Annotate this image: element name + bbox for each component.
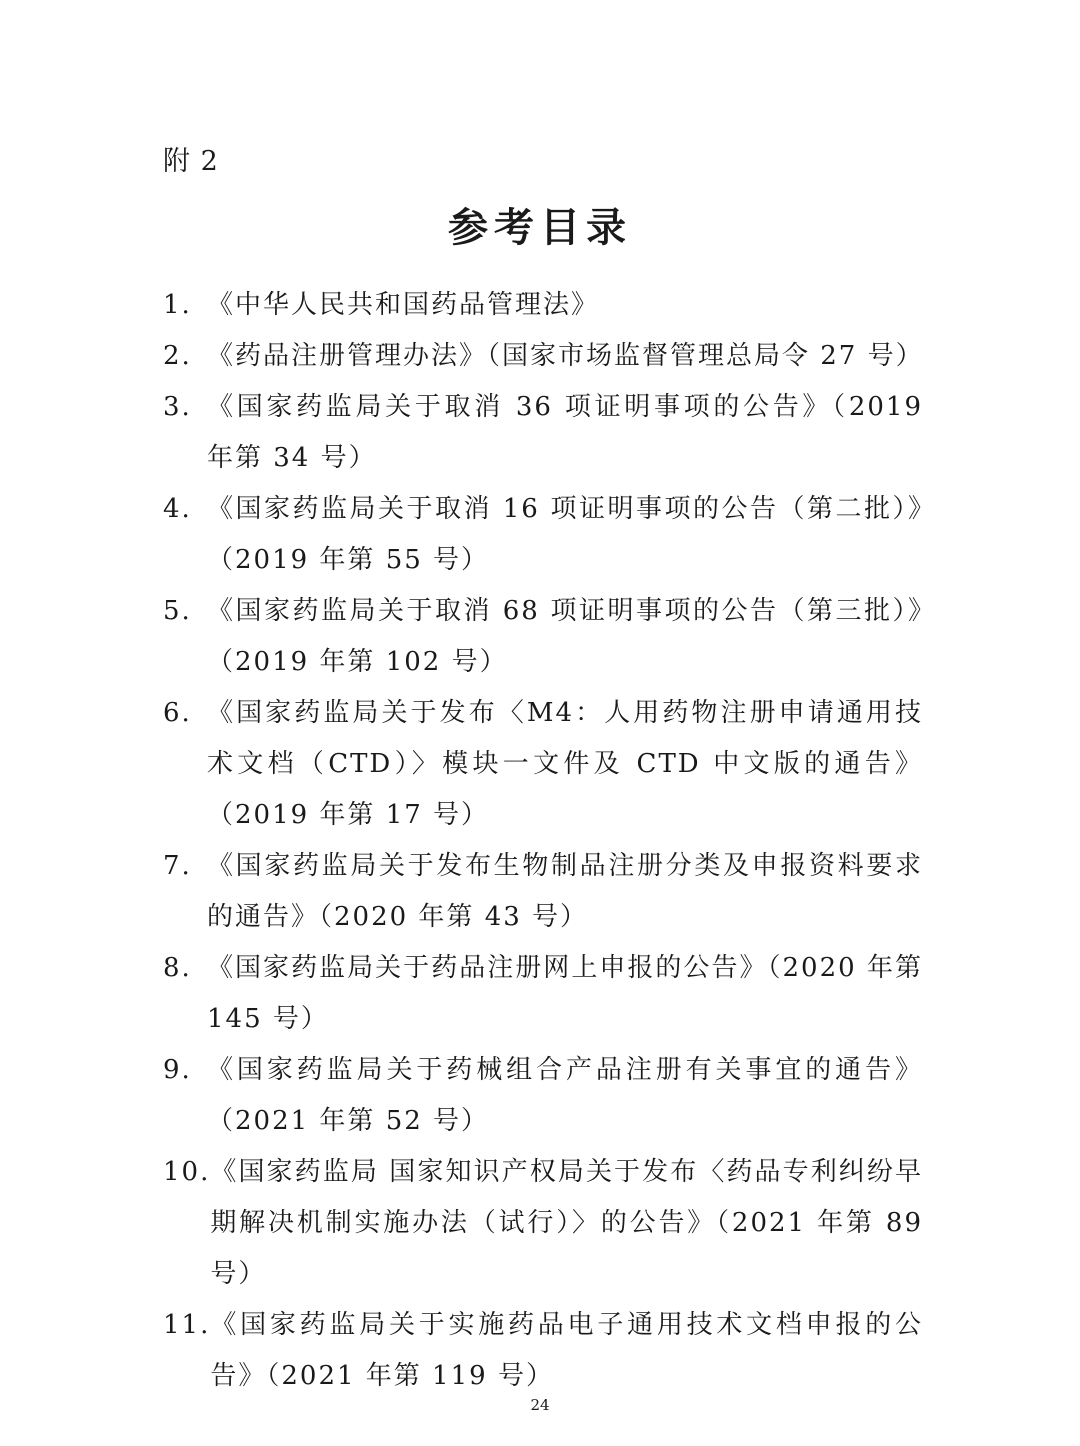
- item-number: 11.: [163, 1310, 211, 1340]
- item-number: 1.: [163, 290, 192, 320]
- list-item: [163, 688, 923, 841]
- list-item: [163, 1045, 923, 1147]
- item-text: 《国家药监局关于药械组合产品注册有关事宜的通告》（2021 年第 52 号）: [207, 1055, 923, 1136]
- page-title: 参考目录: [448, 204, 632, 251]
- list-item: [163, 1147, 923, 1300]
- item-text: 《国家药监局关于取消 68 项证明事项的公告（第三批）》（2019 年第 102 号）: [207, 596, 923, 677]
- list-item: [163, 943, 923, 1045]
- list-item: [163, 331, 923, 382]
- item-number: 8.: [163, 953, 192, 983]
- item-number: 7.: [163, 851, 192, 881]
- item-number: 6.: [163, 698, 192, 728]
- list-item: [163, 841, 923, 943]
- item-text: 《国家药监局关于取消 36 项证明事项的公告》（2019 年第 34 号）: [207, 392, 923, 473]
- list-item: [163, 1300, 923, 1402]
- item-text: 《国家药监局关于发布〈M4：人用药物注册申请通用技术文档（CTD）〉模块一文件及 CTD 中文版的通告》（2019 年第 17 号）: [207, 698, 923, 830]
- item-text: 《国家药监局关于实施药品电子通用技术文档申报的公告》（2021 年第 119 号）: [210, 1310, 923, 1391]
- reference-list: [163, 280, 923, 1402]
- list-item: [163, 382, 923, 484]
- item-number: 2.: [163, 341, 192, 371]
- attachment-label: 附 2: [163, 146, 219, 177]
- item-text: 《国家药监局关于发布生物制品注册分类及申报资料要求的通告》（2020 年第 43 号）: [207, 851, 923, 932]
- list-item: [163, 586, 923, 688]
- item-number: 10.: [163, 1157, 211, 1187]
- item-number: 3.: [163, 392, 192, 422]
- item-number: 5.: [163, 596, 192, 626]
- item-number: 9.: [163, 1055, 192, 1085]
- item-text: 《国家药监局关于取消 16 项证明事项的公告（第二批）》（2019 年第 55 号）: [207, 494, 923, 575]
- list-item: [163, 484, 923, 586]
- item-text: 《药品注册管理办法》（国家市场监督管理总局令 27 号）: [207, 341, 924, 371]
- item-text: 《国家药监局关于药品注册网上申报的公告》（2020 年第 145 号）: [207, 953, 923, 1034]
- list-item: [163, 280, 923, 331]
- item-number: 4.: [163, 494, 192, 524]
- item-text: 《国家药监局 国家知识产权局关于发布〈药品专利纠纷早期解决机制实施办法（试行）〉的公告》（2021 年第 89 号）: [210, 1157, 923, 1289]
- page-number: 24: [530, 1396, 550, 1414]
- item-text: 《中华人民共和国药品管理法》: [207, 290, 600, 320]
